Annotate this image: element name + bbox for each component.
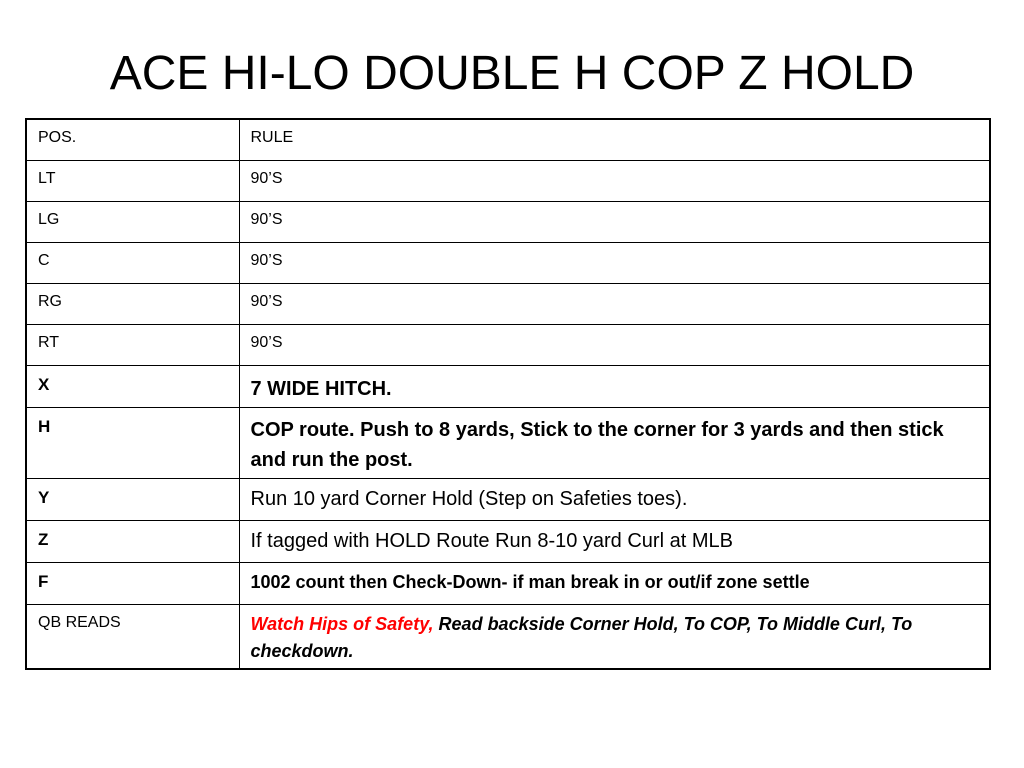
row-pos: H	[26, 407, 239, 478]
row-pos: LG	[26, 201, 239, 242]
table-row	[26, 478, 990, 520]
row-rule: 90’S	[239, 283, 990, 324]
row-pos: F	[26, 562, 239, 604]
table-row	[26, 520, 990, 562]
table-row	[26, 283, 990, 324]
rule-highlight: Watch Hips of Safety,	[250, 613, 434, 634]
rule-text: COP route. Push to 8 yards, Stick to the corner for 3 yards and then stick and run the post.	[250, 418, 944, 471]
row-pos: Y	[26, 478, 239, 520]
row-rule	[239, 520, 990, 562]
rule-text	[251, 614, 913, 661]
row-pos: C	[26, 242, 239, 283]
table-row	[26, 242, 990, 283]
row-pos: LT	[26, 160, 239, 201]
row-pos: RG	[26, 283, 239, 324]
rule-text: 7 WIDE HITCH.	[250, 377, 392, 400]
rule-text: If tagged with HOLD Route Run 8-10 yard Curl at MLB	[250, 529, 733, 552]
row-rule	[239, 604, 990, 669]
row-rule	[239, 407, 990, 478]
row-rule	[239, 365, 990, 407]
table-row	[26, 324, 990, 365]
row-rule: 90’S	[239, 324, 990, 365]
assignments-table	[25, 118, 991, 670]
table-row	[26, 562, 990, 604]
row-rule	[239, 478, 990, 520]
table-row	[26, 201, 990, 242]
row-rule	[239, 562, 990, 604]
row-pos: RT	[26, 324, 239, 365]
row-rule: 90’S	[239, 242, 990, 283]
rule-text: 1002 count then Check-Down- if man break in or out/if zone settle	[250, 571, 810, 592]
table-row	[26, 407, 990, 478]
table-row	[26, 604, 990, 669]
table-row	[26, 365, 990, 407]
rule-text: Run 10 yard Corner Hold (Step on Safeties toes).	[250, 487, 688, 510]
header-rule: RULE	[239, 119, 990, 160]
header-pos: POS.	[26, 119, 239, 160]
row-pos: QB READS	[26, 604, 239, 669]
table-row	[26, 160, 990, 201]
row-pos: Z	[26, 520, 239, 562]
slide-title: ACE HI-LO DOUBLE H COP Z HOLD	[109, 47, 915, 100]
table-header-row	[26, 119, 990, 160]
row-rule: 90’S	[239, 160, 990, 201]
row-pos: X	[26, 365, 239, 407]
row-rule: 90’S	[239, 201, 990, 242]
rule-rest: Read backside Corner Hold, To COP, To Middle Curl, To checkdown.	[250, 613, 913, 661]
